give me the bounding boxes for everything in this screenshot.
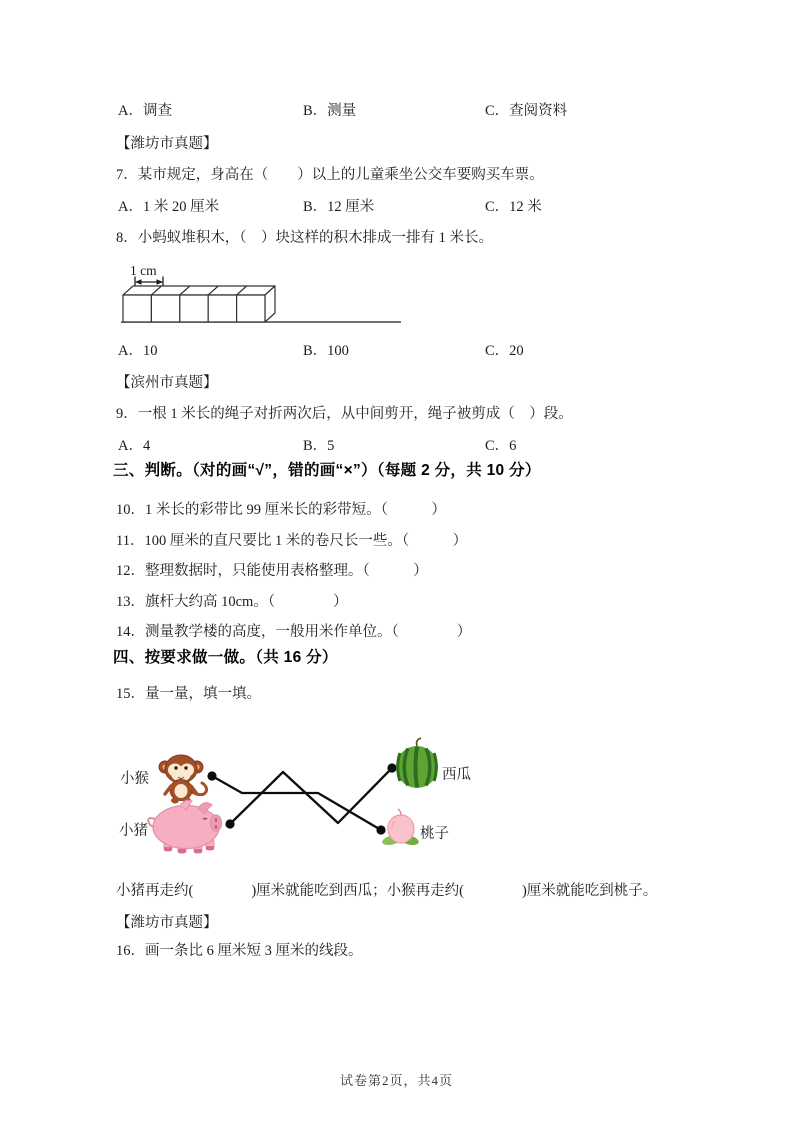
q7-options-row (0, 197, 793, 217)
arrowhead-right (157, 279, 164, 284)
pig-to-watermelon-path (230, 768, 392, 824)
page-footer: 试卷第2页，共4页 (339, 1073, 453, 1088)
section-4-heading: 四、按要求做一做。（共 16 分） (113, 649, 338, 666)
q9-option-b: B．5 (303, 438, 335, 454)
peach-image (381, 809, 420, 847)
question-16: 16．画一条比 6 厘米短 3 厘米的线段。 (116, 943, 363, 959)
q6-option-c: C．查阅资料 (485, 103, 568, 119)
question-12: 12．整理数据时，只能使用表格整理。（ ） (116, 563, 428, 579)
measure-paths-figure (112, 726, 612, 866)
question-11: 11．100 厘米的直尺要比 1 米的卷尺长一些。（ ） (116, 533, 468, 549)
pig-image (148, 800, 221, 853)
monkey-image (159, 755, 207, 804)
question-10: 10．1 米长的彩带比 99 厘米长的彩带短。（ ） (116, 502, 446, 518)
watermelon-endpoint-dot (387, 763, 396, 772)
question-15: 15．量一量，填一填。 (116, 686, 261, 702)
watermelon-label: 西瓜 (442, 767, 471, 783)
q9-option-c: C．6 (485, 438, 517, 454)
q7-option-c: C．12 米 (485, 199, 542, 215)
q9-options-row (0, 436, 793, 456)
q7-option-b: B．12 厘米 (303, 199, 375, 215)
pig-label: 小猪 (119, 823, 148, 839)
pig-endpoint-dot (225, 819, 234, 828)
q8-option-a: A．10 (118, 343, 158, 359)
question-13: 13．旗杆大约高 10cm。（ ） (116, 594, 348, 610)
source-tag-weifang-2: 【潍坊市真题】 (116, 915, 218, 931)
question-7: 7．某市规定，身高在（ ）以上的儿童乘坐公交车要购买车票。 (116, 167, 544, 183)
watermelon-image (396, 738, 438, 788)
q7-option-a: A．1 米 20 厘米 (118, 199, 220, 215)
q6-option-a: A．调查 (118, 103, 172, 119)
source-tag-weifang-1: 【潍坊市真题】 (116, 136, 218, 152)
cubes (123, 286, 275, 322)
question-14: 14．测量教学楼的高度，一般用米作单位。（ ） (116, 624, 472, 640)
monkey-endpoint-dot (207, 771, 216, 780)
peach-endpoint-dot (376, 825, 385, 834)
q8-option-c: C．20 (485, 343, 524, 359)
q8-options-row (0, 341, 793, 361)
q6-option-b: B．测量 (303, 103, 357, 119)
monkey-label: 小猴 (120, 771, 149, 787)
q9-option-a: A．4 (118, 438, 151, 454)
section-3-heading: 三、判断。（对的画“√”，错的画“×”）（每题 2 分，共 10 分） (113, 462, 541, 479)
peach-label: 桃子 (420, 826, 449, 842)
q15-fill-blanks-line: 小猪再走约( )厘米就能吃到西瓜；小猴再走约( )厘米就能吃到桃子。 (116, 883, 658, 899)
q8-option-b: B．100 (303, 343, 349, 359)
question-8: 8．小蚂蚁堆积木，（ ）块这样的积木排成一排有 1 米长。 (116, 230, 493, 246)
cube-row-diagram (115, 255, 415, 330)
source-tag-binzhou: 【滨州市真题】 (116, 375, 218, 391)
q6-options-row (0, 101, 793, 121)
arrowhead-left (135, 279, 142, 284)
cube-unit-label: 1 cm (130, 263, 157, 278)
question-9: 9．一根 1 米长的绳子对折两次后，从中间剪开，绳子被剪成（ ）段。 (116, 406, 573, 422)
